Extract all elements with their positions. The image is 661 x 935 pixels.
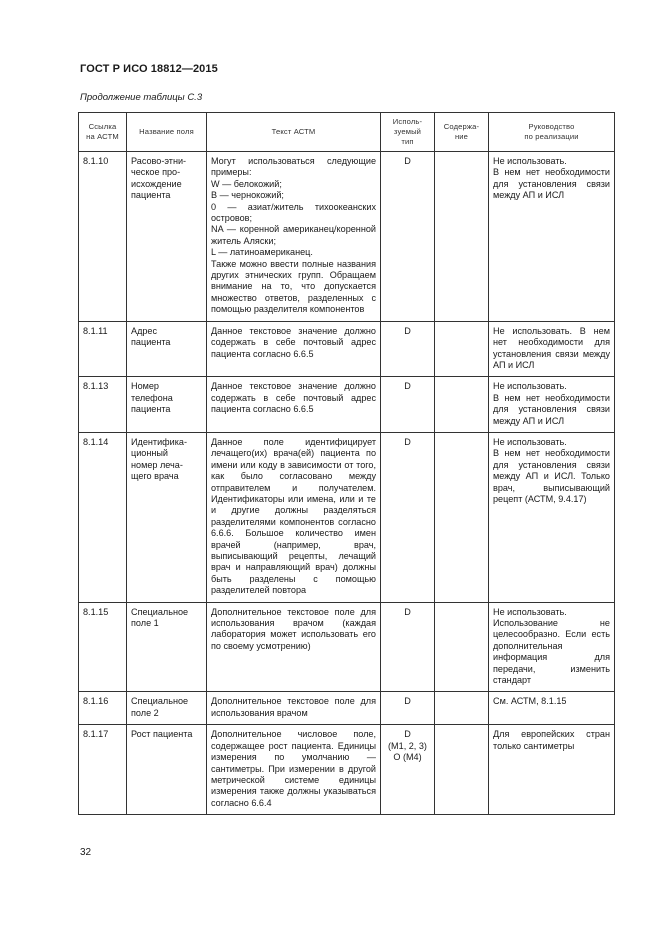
astm-mapping-table <box>78 112 615 815</box>
cell-used-type: D (M1, 2, 3) O (M4) <box>381 725 435 815</box>
cell-used-type: D <box>381 692 435 725</box>
cell-ref: 8.1.16 <box>79 692 127 725</box>
table-row <box>79 692 615 725</box>
cell-ref: 8.1.13 <box>79 377 127 433</box>
cell-astm-text: Данное текстовое значение должно содержать в себе почтовый адрес пациента согласно 6.6.5 <box>207 321 381 377</box>
cell-content <box>435 602 489 692</box>
cell-guide: Не использовать. В нем нет необходимости для установления связи между АП и ИСЛ. Только врач, выписывающий рецепт (АСТМ, 9.4.17) <box>489 432 615 602</box>
cell-astm-text: Дополнительное текстовое поле для использования врачом <box>207 692 381 725</box>
table-header-row <box>79 113 615 152</box>
cell-field-name: Специальное поле 2 <box>127 692 207 725</box>
cell-content <box>435 152 489 322</box>
cell-used-type: D <box>381 432 435 602</box>
cell-ref: 8.1.11 <box>79 321 127 377</box>
cell-content <box>435 377 489 433</box>
table-row <box>79 432 615 602</box>
cell-ref: 8.1.10 <box>79 152 127 322</box>
cell-used-type: D <box>381 152 435 322</box>
cell-guide: См. АСТМ, 8.1.15 <box>489 692 615 725</box>
column-header-astm-text: Текст АСТМ <box>207 113 381 152</box>
cell-content <box>435 725 489 815</box>
cell-astm-text: Дополнительное числовое поле, содержащее рост пациента. Единицы измерения по умолчанию — сантиметры. При измерении в другой метрической системе единицы измерения также должны указываться согласно 6.6.4 <box>207 725 381 815</box>
column-header-ref: Ссылка на АСТМ <box>79 113 127 152</box>
cell-astm-text: Дополнительное текстовое поле для использования врачом (каждая лаборатория может использовать его по своему усмотрению) <box>207 602 381 692</box>
cell-guide: Не использовать. В нем нет необходимости для установления связи между АП и ИСЛ <box>489 377 615 433</box>
column-header-content: Содержа- ние <box>435 113 489 152</box>
cell-astm-text: Данное текстовое значение должно содержать в себе почтовый адрес пациента согласно 6.6.5 <box>207 377 381 433</box>
cell-used-type: D <box>381 602 435 692</box>
table-row <box>79 725 615 815</box>
cell-used-type: D <box>381 377 435 433</box>
cell-field-name: Номер телефона пациента <box>127 377 207 433</box>
cell-guide: Не использовать. В нем нет необходимости для установления связи между АП и ИСЛ <box>489 152 615 322</box>
column-header-guide: Руководство по реализации <box>489 113 615 152</box>
cell-field-name: Расово-этни- ческое про- исхождение пациента <box>127 152 207 322</box>
cell-astm-text: Данное поле идентифицирует лечащего(их) врача(ей) пациента по имени или коду в зависимости от того, как было согласовано между отправителем и получателем. Идентификаторы или имена, или и те и другие должны разделяться разделителями компонентов согласно 6.6.6. Большое количество имен врачей (например, врач, выписывающий рецепты, лечащий врач и направляющий врач) должны быть разделены с помощью разделителей повтора <box>207 432 381 602</box>
column-header-used-type: Исполь- зуемый тип <box>381 113 435 152</box>
cell-guide: Для европейских стран только сантиметры <box>489 725 615 815</box>
cell-ref: 8.1.17 <box>79 725 127 815</box>
cell-field-name: Специальное поле 1 <box>127 602 207 692</box>
table-caption: Продолжение таблицы С.3 <box>80 92 203 103</box>
page-number: 32 <box>80 847 92 858</box>
table-row <box>79 377 615 433</box>
cell-field-name: Адрес пациента <box>127 321 207 377</box>
table-row <box>79 321 615 377</box>
cell-content <box>435 692 489 725</box>
cell-astm-text: Могут использоваться следующие примеры: W — белокожий; B — чернокожий; 0 — азиат/житель тихоокеанских островов; NA — коренной американец/коренной житель Аляски; L — латиноамериканец. Также можно ввести полные названия других этнических групп. Обращаем внимание на то, что допускается множество ответов, разделенных с помощью разделителя компонентов <box>207 152 381 322</box>
table-row <box>79 152 615 322</box>
cell-ref: 8.1.14 <box>79 432 127 602</box>
cell-field-name: Идентифика- ционный номер леча- щего врача <box>127 432 207 602</box>
cell-field-name: Рост пациента <box>127 725 207 815</box>
cell-content <box>435 432 489 602</box>
cell-content <box>435 321 489 377</box>
table-row <box>79 602 615 692</box>
document-header: ГОСТ Р ИСО 18812—2015 <box>80 63 218 75</box>
cell-guide: Не использовать. В нем нет необходимости для установления связи между АП и ИСЛ <box>489 321 615 377</box>
cell-guide: Не использовать. Использование не целесообразно. Если есть дополнительная информация для передачи, изменить стандарт <box>489 602 615 692</box>
cell-used-type: D <box>381 321 435 377</box>
cell-ref: 8.1.15 <box>79 602 127 692</box>
column-header-field-name: Название поля <box>127 113 207 152</box>
